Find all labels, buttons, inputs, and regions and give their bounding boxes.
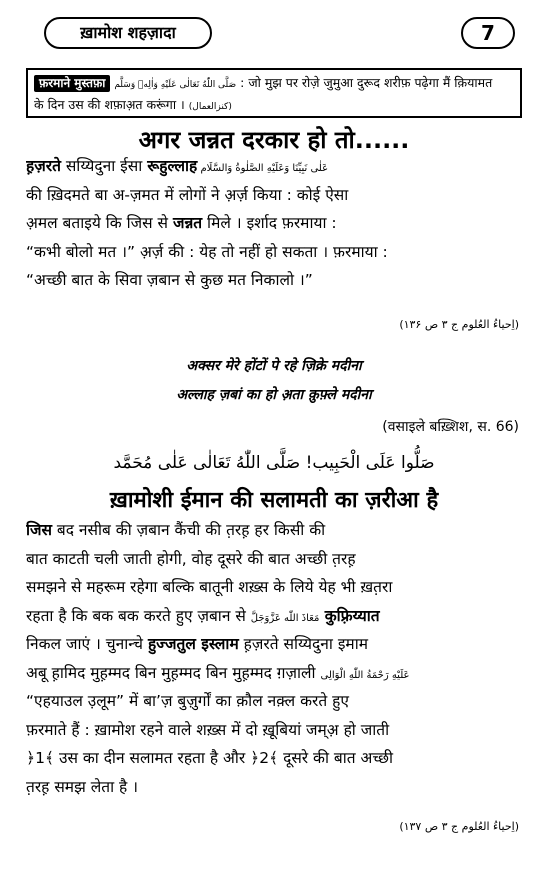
poem-line-2: अल्लाह ज़बां का हो अ़ता क़ुफ़्ले मदीना (176, 387, 372, 403)
paragraph-line (26, 602, 522, 631)
farman-arabic-salutation: صَلَّى اللّٰهُ تَعَالٰى عَلَيْهِ وَاٰلِهٖ وَسَلَّم (114, 80, 237, 90)
arabic-phrase: مَعَاذَ اللّٰه عَزَّوَجَلَّ (250, 612, 320, 624)
paragraph-line (26, 152, 522, 181)
page-number: 7 (461, 17, 515, 49)
bold-text: जन्नत (172, 214, 203, 232)
poem-reference: (वसाइले बख़्शिश, स. 66) (382, 419, 519, 435)
body-text: मिले । इर्शाद फ़रमाया : (202, 214, 337, 232)
body-text: रहता है कि बक बक करते हुए ज़बान से (26, 606, 251, 625)
body-text: अबू ह़ामिद मुह़म्मद बिन मुह़म्मद बिन मुह़म्मद ग़ज़ाली (26, 663, 321, 682)
section2-heading: ख़ामोशी ईमान की सलामती का ज़रीआ है (109, 488, 439, 513)
farman-e-mustafa-box (26, 68, 522, 118)
arabic-phrase: عَلَيْهِ رَحْمَةُ اللّٰهِ الْوَالِى (320, 669, 410, 681)
body-text: ﴿1﴾ उस का दीन सलामत रहता है और ﴿2﴾ दूसरे की बात अच्छी (26, 749, 393, 767)
paragraph-line (26, 266, 522, 295)
body-text: फ़रमाते हैं : ख़ामोश रहने वाले शख़्स में दो ख़ूबियां जम्अ़ हो जाती (26, 720, 390, 739)
section1-heading: अगर जन्नत दरकार हो तो...... (138, 126, 410, 154)
body-text: “अच्छी बात के सिवा ज़बान से कुछ मत निकालो ।” (26, 271, 313, 289)
paragraph-line (26, 687, 522, 716)
body-text: समझने से महरूम रहेगा बल्कि बातूनी शख़्स के लिये येह भी ख़त़रा (26, 578, 393, 596)
body-text: की ख़िदमते बा अ-ज़मत में लोगों ने अ़र्ज़ किया : कोई ऐसा (26, 185, 349, 204)
section2-paragraph (26, 516, 522, 801)
section1-paragraph (26, 152, 522, 295)
farman-text-line1: : जो मुझ पर रोज़े जुमुआ दुरूद शरीफ़ पढ़ेगा मैं क़ियामत (240, 75, 493, 90)
paragraph-line (26, 209, 522, 238)
paragraph-line (26, 659, 522, 688)
body-text: “एहयाउल उ़लूम” में बा’ज़ बुज़ुर्गों का क़ौल नक़्ल करते हुए (26, 692, 349, 710)
paragraph-line (26, 545, 522, 574)
paragraph-line (26, 630, 522, 659)
body-text: निकल जाएं । चुनान्चे (26, 635, 148, 653)
bold-text: जिस (26, 521, 52, 539)
body-text: बात काटती चली जाती होगी, वोह दूसरे की बात अच्छी त़रह़ (26, 549, 356, 568)
section1-reference: (اِحیاءُ العُلوم ج ۳ ص ۱۳۶) (399, 318, 519, 331)
bold-text: ह़ज़रते (26, 157, 61, 175)
salat-line: صَلُّوا عَلَى الْحَبِيب! صَلَّى اللّٰهُ تَعَالٰى عَلٰى مُحَمَّد (113, 453, 435, 473)
bold-text: कुफ़्रिय्यात (319, 606, 380, 625)
body-text: ह़ज़रते सय्यिदुना इमाम (238, 635, 368, 653)
poem-line-1: अक्सर मेरे होंटों पे रहे ज़िक्रे मदीना (186, 358, 362, 374)
section2-reference: (اِحیاءُ العُلوم ج ۳ ص ۱۳۷) (399, 820, 519, 833)
paragraph-line (26, 744, 522, 773)
paragraph-line (26, 716, 522, 745)
body-text: बद नसीब की ज़बान कैंची की त़रह़ हर किसी की (52, 521, 326, 539)
paragraph-line (26, 181, 522, 210)
bold-text: रूहुल्लाह (147, 157, 198, 175)
farman-source: (کنزالعمال) (188, 102, 232, 112)
body-text: त़रह़ समझ लेता है । (26, 777, 139, 796)
paragraph-line (26, 238, 522, 267)
paragraph-line (26, 516, 522, 545)
paragraph-line (26, 573, 522, 602)
body-text: सय्यिदुना ईसा (60, 157, 148, 175)
body-text: “कभी बोलो मत ।” अ़र्ज़ की : येह तो नहीं हो सकता । फ़रमाया : (26, 242, 388, 261)
farman-label: फ़रमाने मुस्तफ़ा (34, 75, 110, 92)
body-text: अ़मल बताइये कि जिस से (26, 214, 173, 232)
bold-text: हुज्जतुल इस्लाम (147, 635, 239, 653)
farman-text-line2: के दिन उस की शफ़ाअ़त करूंगा । (34, 97, 185, 112)
paragraph-line (26, 773, 522, 802)
arabic-salutation: عَلٰى نَبِيِّنَا وَعَلَيْهِ الصَّلٰوةُ وَالسَّلَام (197, 163, 329, 174)
running-title: ख़ामोश शहज़ादा (44, 17, 212, 49)
